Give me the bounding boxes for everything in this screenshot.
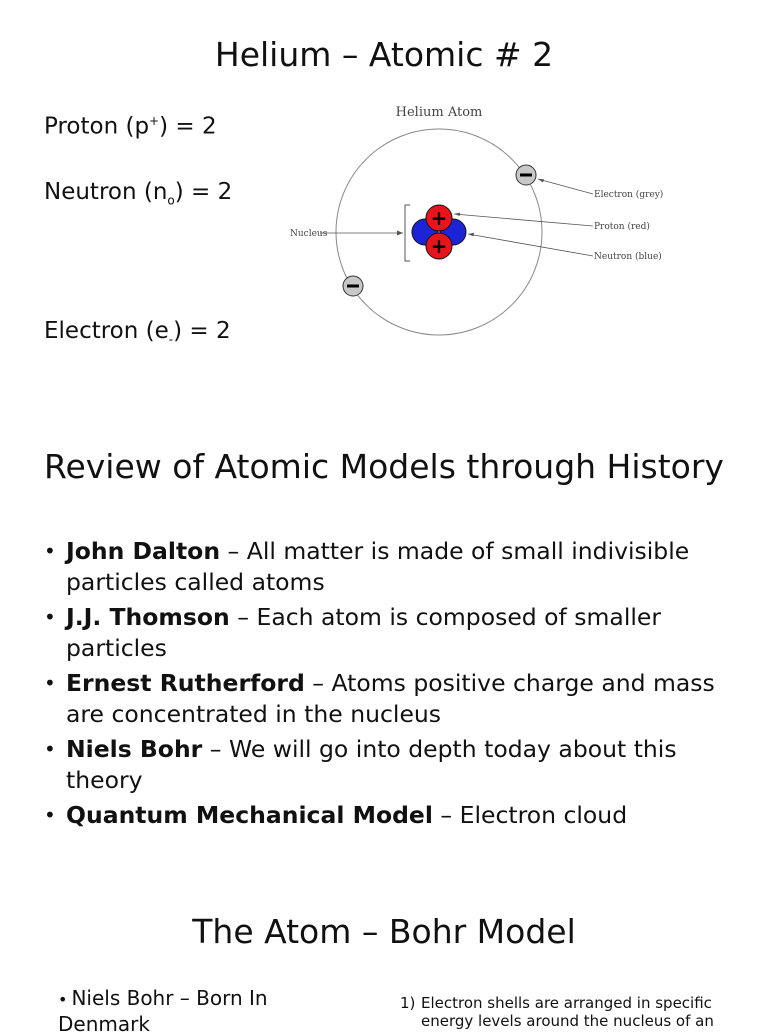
list-item: • Ernest Rutherford – Atoms positive charge and mass are concentrated in the nucleus xyxy=(44,669,715,728)
list-item: • Niels Bohr – We will go into depth today about this theory xyxy=(44,735,677,794)
electron-count: Electron $(e_-) = 2$ xyxy=(44,318,231,347)
diagram-label-proton: Proton (red) xyxy=(594,222,650,232)
list-item: • Quantum Mechanical Model – Electron cloud xyxy=(44,801,628,829)
slide1-title: Helium – Atomic # 2 xyxy=(214,35,554,74)
atomic-models-list xyxy=(44,536,744,835)
svg-text:+: + xyxy=(430,234,448,258)
helium-atom-diagram xyxy=(286,98,666,348)
bohr-numbered-item: 1) Electron shells are arranged in specific energy levels around the nucleus of an xyxy=(400,994,714,1030)
slide2-title: Review of Atomic Models through History xyxy=(44,447,724,486)
svg-text:+: + xyxy=(430,206,448,230)
neutron-count: Neutron $(n_o) = 2$ xyxy=(44,179,233,208)
slide3-title: The Atom – Bohr Model xyxy=(192,912,576,951)
diagram-title: Helium Atom xyxy=(395,105,483,120)
proton-count: Proton (p+) = 2 xyxy=(44,113,217,140)
diagram-label-neutron: Neutron (blue) xyxy=(594,252,662,262)
list-item: • John Dalton – All matter is made of small indivisible particles called atoms xyxy=(44,537,690,596)
diagram-label-electron: Electron (grey) xyxy=(594,190,664,200)
diagram-label-nucleus: Nucleus xyxy=(290,229,328,239)
list-item: • J.J. Thomson – Each atom is composed of smaller particles xyxy=(44,603,662,662)
electron-orbit xyxy=(336,129,542,335)
bohr-bullet: • Niels Bohr – Born In Denmark xyxy=(58,986,268,1036)
